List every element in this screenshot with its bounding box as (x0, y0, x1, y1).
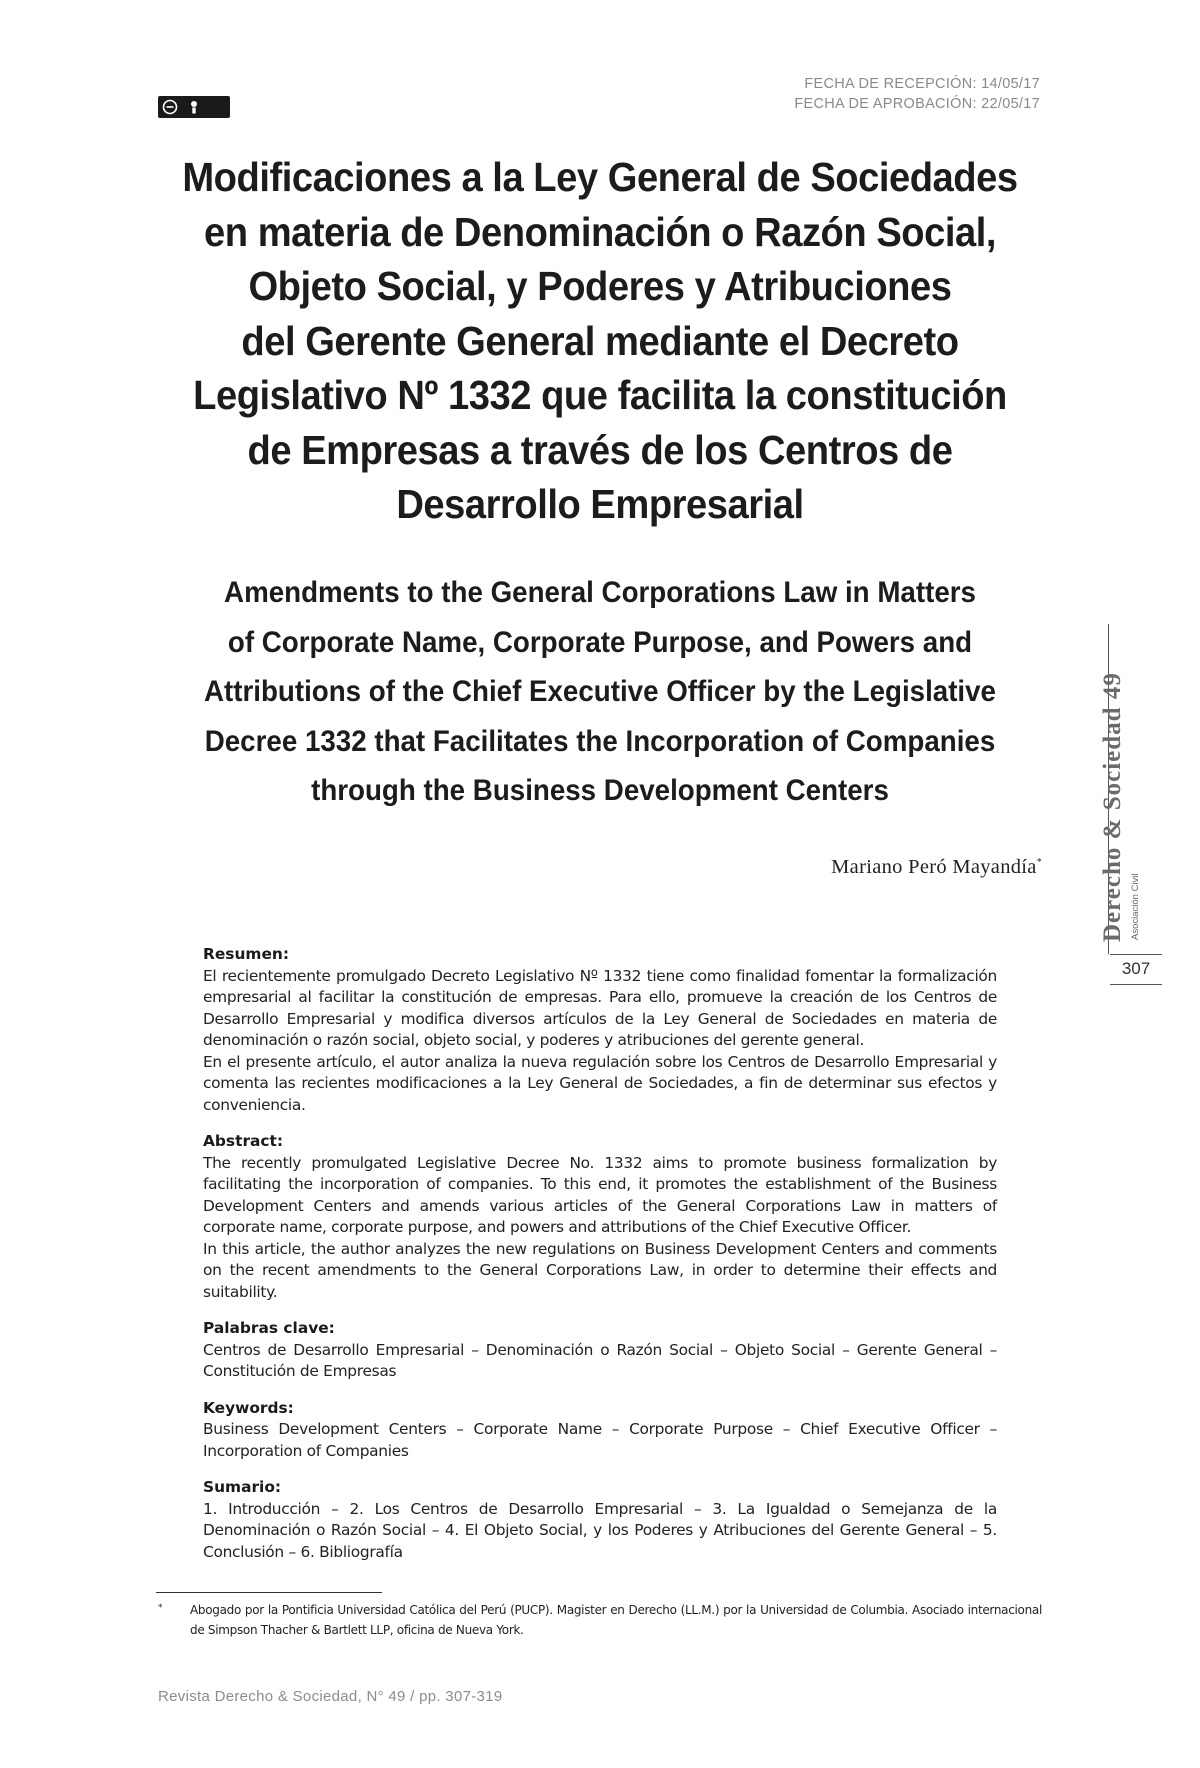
title-es-line: Legislativo Nº 1332 que facilita la constitución (193, 372, 1007, 418)
title-es-line: en materia de Denominación o Razón Social, (204, 208, 996, 255)
title-en-line: through the Business Development Centers (311, 774, 889, 807)
journal-association: Asociación Civil (1130, 873, 1141, 940)
author-byline (831, 856, 1042, 879)
author-footnote-mark[interactable]: * (1036, 857, 1042, 869)
resumen-paragraph: El recientemente promulgado Decreto Legislativo Nº 1332 tiene como finalidad fomentar la formalización empresarial al facilitar la constitución de empresas. Para ello, promueve la creación de los Centros de Desarrollo Empresarial y modifica diversos artículos de la Ley General de Sociedades en materia de denominación o razón social, objeto social, y poderes y atribuciones del gerente general. (203, 966, 997, 1049)
section-heading: Keywords: (203, 1398, 294, 1417)
approval-date: FECHA DE APROBACIÓN: 22/05/17 (794, 96, 1040, 112)
keywords-text: Business Development Centers – Corporate Name – Corporate Purpose – Chief Executive Officer – Incorporation of Companies (203, 1420, 997, 1460)
title-es-line: Objeto Social, y Poderes y Atribuciones (248, 263, 952, 309)
cc-by-icon (162, 99, 178, 115)
journal-citation-footer: Revista Derecho & Sociedad, N° 49 / pp. 307-319 (158, 1688, 503, 1705)
title-es-line: del Gerente General mediante el Decreto (241, 317, 959, 364)
section-heading: Abstract: (203, 1132, 284, 1150)
title-en-line: of Corporate Name, Corporate Purpose, and Powers and (227, 625, 973, 659)
footnote-text: Abogado por la Pontificia Universidad Católica del Perú (PUCP). Magister en Derecho (LL.M.) por la Universidad de Columbia. Asociado internacional de Simpson Thacher & Bartlett LLP, oficina de Nueva York. (190, 1603, 1042, 1637)
palabras-clave-text: Centros de Desarrollo Empresarial – Denominación o Razón Social – Objeto Social – Gerente General – Constitución de Empresas (203, 1340, 997, 1380)
section-abstract (203, 1131, 997, 1303)
page-number-rule-bottom (1110, 984, 1162, 985)
journal-sidebar (1096, 612, 1162, 942)
article-dates (794, 74, 1040, 114)
title-en-line: Decree 1332 that Facilitates the Incorporation of Companies (204, 724, 996, 758)
footnote (156, 1600, 1042, 1640)
title-english (177, 568, 1023, 816)
resumen-paragraph: En el presente artículo, el autor analiza la nueva regulación sobre los Centros de Desarrollo Empresarial y comenta las recientes modificaciones a la Ley General de Sociedades, a fin de determinar sus efectos y conveniencia. (203, 1052, 997, 1114)
section-keywords (203, 1398, 997, 1463)
footnote-mark: * (158, 1603, 163, 1613)
section-sumario (203, 1477, 997, 1563)
title-es-line: Desarrollo Empresarial (396, 481, 804, 527)
footnote-rule (156, 1592, 382, 1593)
page-number-rule-top (1110, 954, 1162, 955)
title-spanish (182, 150, 1019, 532)
author-name: Mariano Peró Mayandía (831, 856, 1037, 878)
section-heading: Palabras clave: (203, 1319, 335, 1337)
title-en-line: Amendments to the General Corporations Law in Matters (224, 576, 976, 609)
abstract-paragraph: In this article, the author analyzes the new regulations on Business Development Centers and comments on the recent amendments to the General Corporations Law, in order to determine their effects and suitability. (203, 1239, 997, 1301)
abstract-paragraph: The recently promulgated Legislative Decree No. 1332 aims to promote business formalization by facilitating the incorporation of companies. To this end, it promotes the establishment of the Business Development Centers and amends various articles of the General Corporations Law in matters of corporate name, corporate purpose, and powers and attributions of the Chief Executive Officer. (203, 1153, 997, 1236)
creative-commons-badge-icon (158, 96, 230, 118)
title-es-line: de Empresas a través de los Centros de (247, 426, 953, 473)
section-resumen (203, 944, 997, 1116)
title-es-line: Modificaciones a la Ley General de Sociedades (182, 154, 1018, 200)
section-heading: Resumen: (203, 945, 289, 963)
abstract-block (203, 944, 997, 1578)
journal-name: Derecho & Sociedad 49 (1099, 672, 1126, 942)
title-en-line: Attributions of the Chief Executive Officer by the Legislative (203, 675, 996, 708)
section-heading: Sumario: (203, 1478, 282, 1496)
page-number: 307 (1121, 959, 1151, 978)
reception-date: FECHA DE RECEPCIÓN: 14/05/17 (804, 76, 1040, 92)
sumario-text: 1. Introducción – 2. Los Centros de Desarrollo Empresarial – 3. La Igualdad o Semejanza de la Denominación o Razón Social – 4. El Objeto Social, y los Poderes y Atribuciones del Gerente General – 5. Conclusión – 6. Bibliografía (203, 1499, 997, 1561)
cc-person-icon (186, 99, 202, 115)
section-palabras-clave (203, 1318, 997, 1383)
